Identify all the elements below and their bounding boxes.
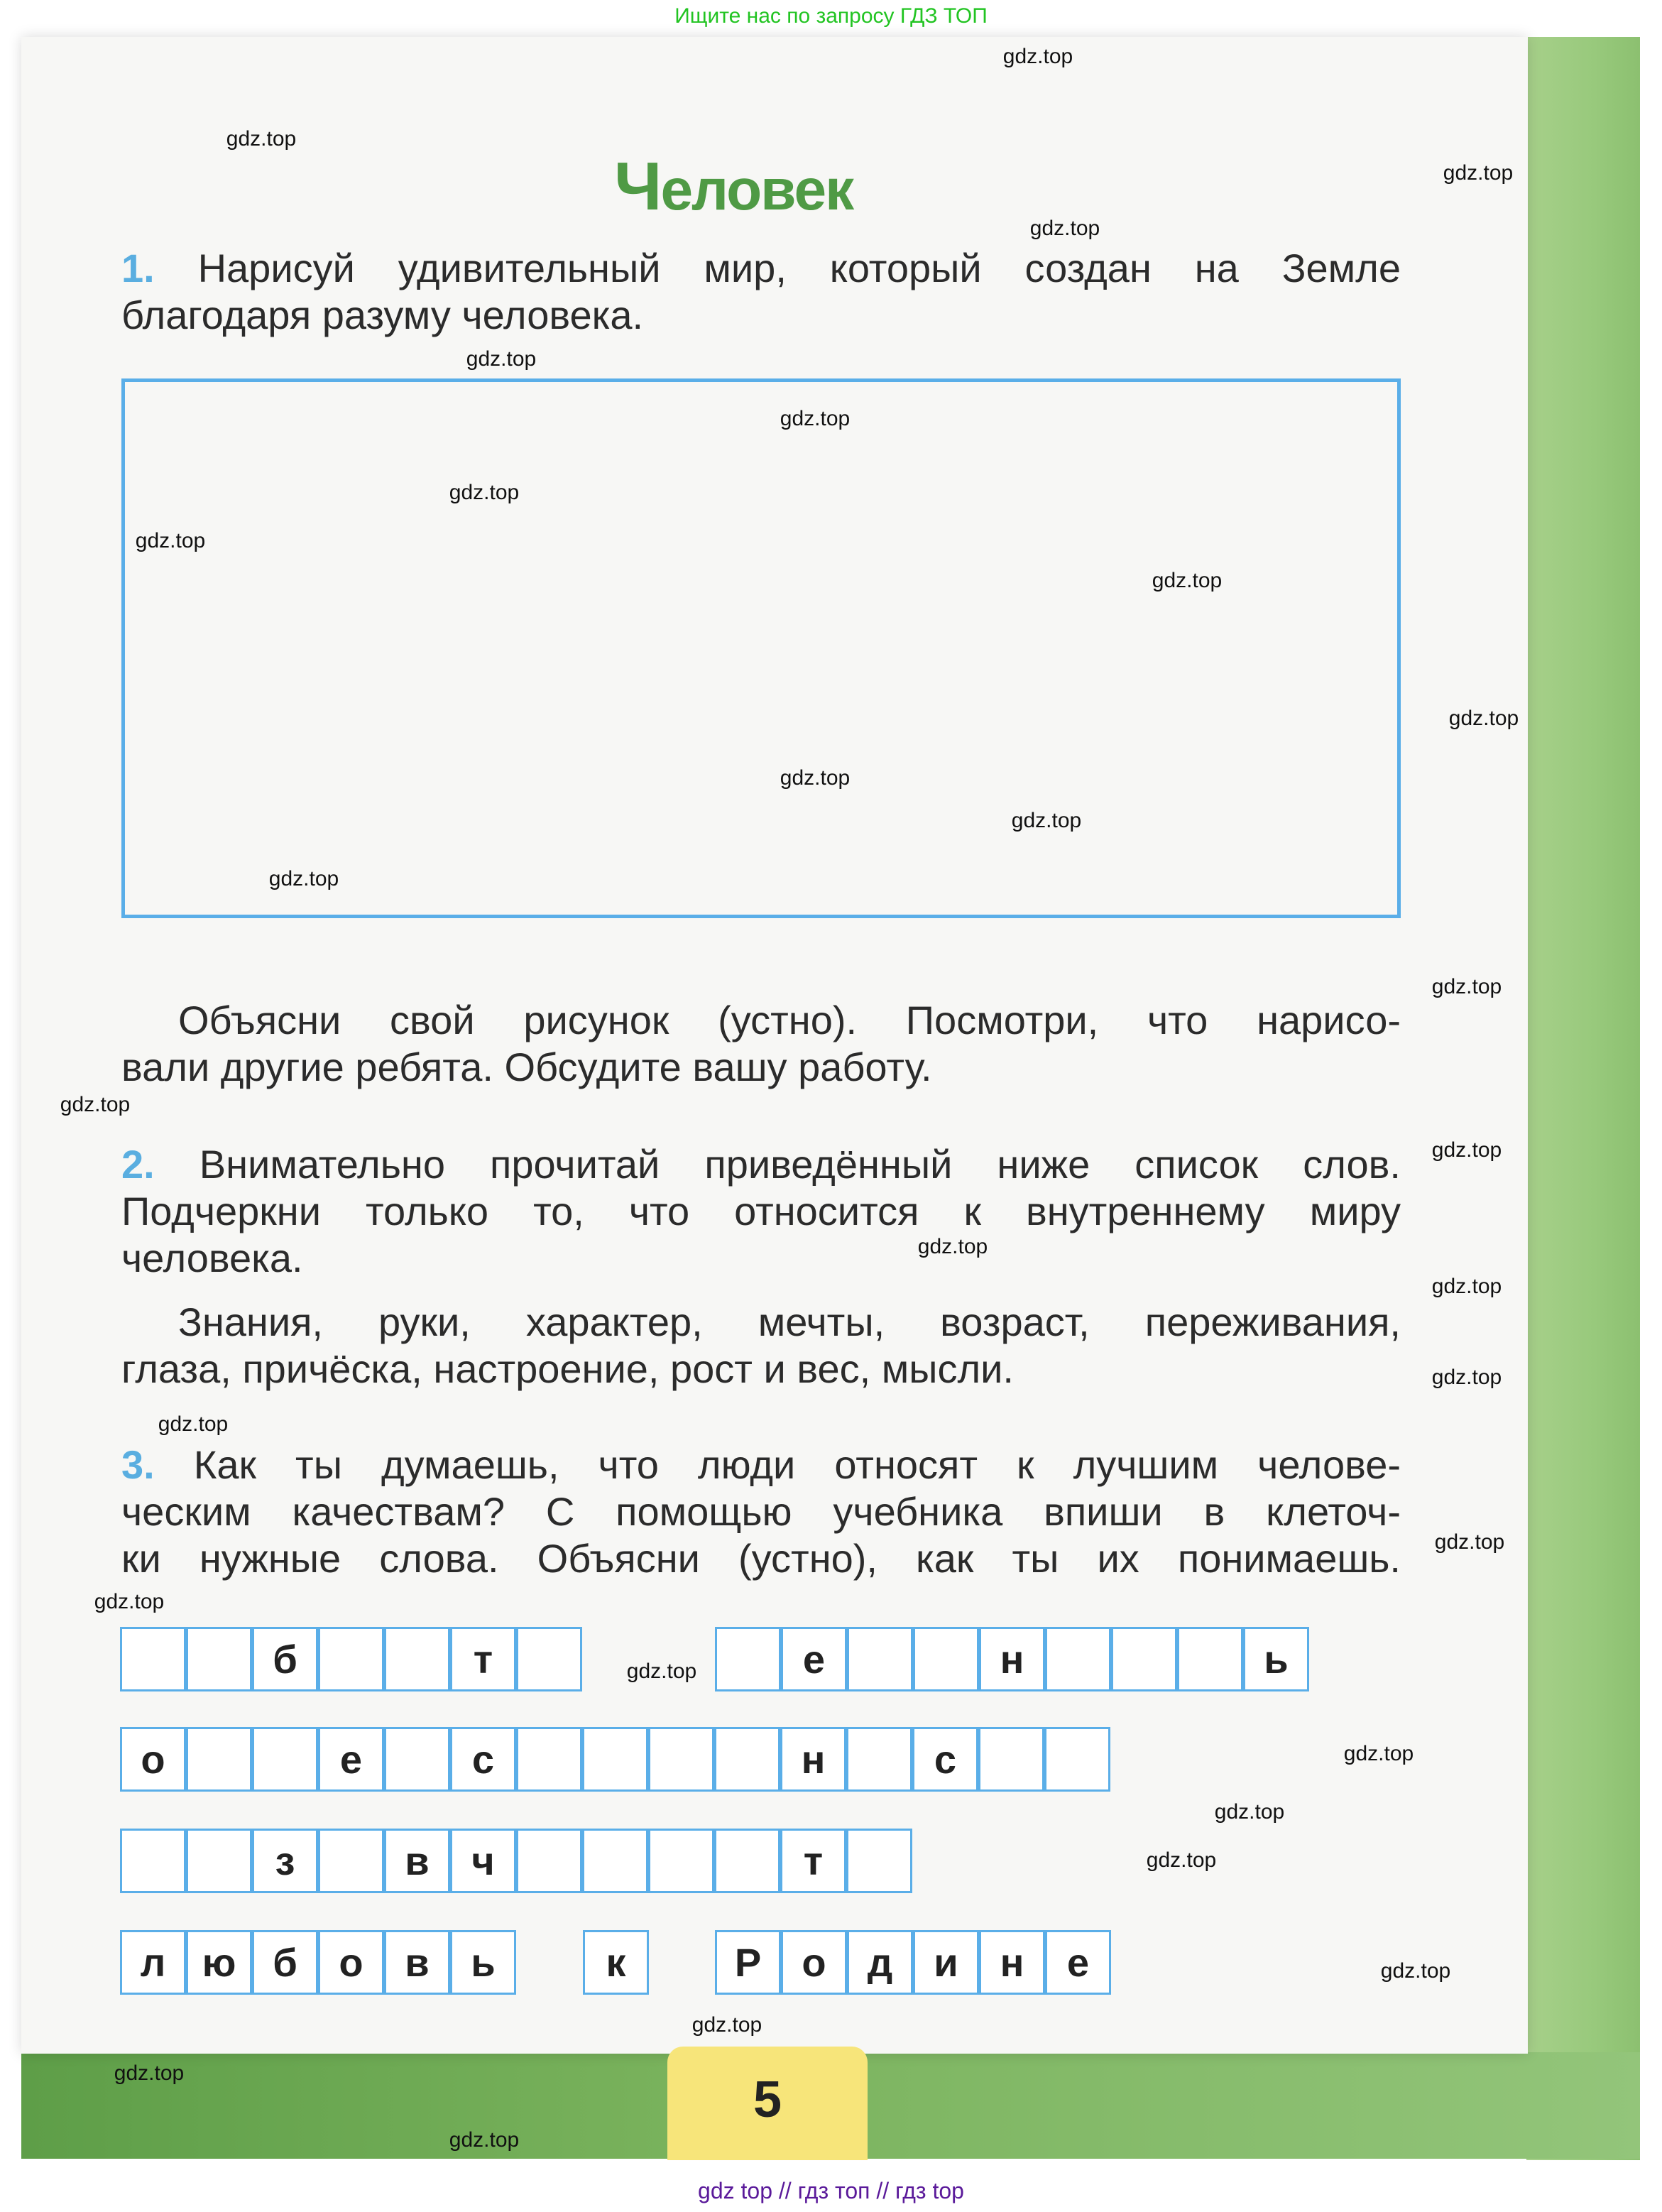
letter-cell[interactable] <box>1177 1627 1243 1691</box>
letter-cell[interactable]: с <box>450 1727 516 1792</box>
task-1-followup <box>121 997 1401 1091</box>
footer-links: gdz top // гдз топ // гдз top <box>698 2178 964 2203</box>
letter-cell[interactable]: е <box>1045 1930 1111 1995</box>
watermark: gdz.top <box>1380 1959 1451 1983</box>
watermark: gdz.top <box>691 2013 762 2037</box>
letter-cell[interactable] <box>714 1829 780 1893</box>
watermark: gdz.top <box>466 347 537 371</box>
letter-cell[interactable] <box>648 1727 714 1792</box>
letter-cell[interactable] <box>384 1727 450 1792</box>
letter-cell[interactable] <box>582 1829 648 1893</box>
letter-cell[interactable]: о <box>781 1930 847 1995</box>
watermark: gdz.top <box>917 1235 988 1258</box>
letter-cell[interactable]: д <box>847 1930 913 1995</box>
word-list <box>121 1299 1401 1393</box>
drawing-area[interactable] <box>121 378 1401 918</box>
watermark: gdz.top <box>1214 1800 1285 1824</box>
title-cap: Ч <box>614 148 661 224</box>
page-number: 5 <box>667 2047 868 2160</box>
letter-cell[interactable] <box>978 1727 1044 1792</box>
letter-cell[interactable] <box>516 1627 582 1691</box>
letter-cell[interactable]: л <box>120 1930 186 1995</box>
watermark: gdz.top <box>1431 975 1502 998</box>
watermark: gdz.top <box>226 127 297 151</box>
letter-cell[interactable]: в <box>384 1829 450 1893</box>
watermark: gdz.top <box>1146 1848 1217 1872</box>
letter-cell[interactable]: Р <box>715 1930 781 1995</box>
letter-cell[interactable] <box>715 1627 781 1691</box>
watermark: gdz.top <box>1431 1366 1502 1389</box>
text-line: ки нужные слова. Объясни (устно), как ты их понимаешь. <box>121 1536 1401 1581</box>
letter-cell[interactable] <box>1044 1727 1110 1792</box>
letter-cell[interactable]: е <box>318 1727 384 1792</box>
watermark: gdz.top <box>1152 569 1223 592</box>
letter-cell[interactable] <box>582 1727 648 1792</box>
letter-cell[interactable] <box>1111 1627 1177 1691</box>
letter-cell[interactable]: б <box>252 1627 318 1691</box>
letter-cell[interactable]: т <box>450 1627 516 1691</box>
letter-cell[interactable]: ь <box>1243 1627 1309 1691</box>
text-line: Как ты думаешь, что люди относят к лучшим челове- <box>193 1442 1401 1487</box>
letter-cell[interactable] <box>318 1627 384 1691</box>
task-2 <box>121 1141 1401 1282</box>
watermark: gdz.top <box>158 1412 229 1436</box>
letter-cell[interactable]: т <box>780 1829 846 1893</box>
word-list-line[interactable]: глаза, причёска, настроение, рост и вес, мысли. <box>121 1346 1014 1391</box>
watermark: gdz.top <box>114 2061 185 2085</box>
task-3 <box>121 1442 1401 1582</box>
letter-cell[interactable] <box>846 1829 912 1893</box>
text-line: Нарисуй удивительный мир, который создан на Земле <box>197 246 1401 290</box>
letter-cell[interactable] <box>1045 1627 1111 1691</box>
letter-cell[interactable]: н <box>780 1727 846 1792</box>
text-line: ческим качествам? С помощью учебника впиши в клеточ- <box>121 1489 1401 1534</box>
task-number: 2. <box>121 1142 155 1187</box>
watermark: gdz.top <box>626 1660 697 1683</box>
task-1-line <box>121 245 1401 292</box>
watermark: gdz.top <box>1343 1742 1414 1765</box>
letter-cell[interactable] <box>318 1829 384 1893</box>
watermark: gdz.top <box>1443 161 1514 185</box>
letter-cell[interactable]: в <box>384 1930 450 1995</box>
task-number: 1. <box>121 246 155 290</box>
task-1 <box>121 245 1401 339</box>
text-line: Объясни свой рисунок (устно). Посмотри, что нарисо- <box>178 998 1401 1042</box>
letter-cell[interactable] <box>516 1829 582 1893</box>
letter-cell[interactable] <box>648 1829 714 1893</box>
title-rest: еловек <box>660 158 853 222</box>
green-margin-right <box>1526 37 1640 2160</box>
letter-cell[interactable] <box>186 1627 252 1691</box>
watermark: gdz.top <box>1431 1275 1502 1298</box>
watermark: gdz.top <box>780 766 851 790</box>
letter-cell[interactable]: к <box>583 1930 649 1995</box>
letter-cell[interactable] <box>516 1727 582 1792</box>
letter-cell[interactable]: ч <box>450 1829 516 1893</box>
letter-cell[interactable]: н <box>979 1930 1045 1995</box>
letter-cell[interactable]: о <box>318 1930 384 1995</box>
watermark: gdz.top <box>268 867 339 890</box>
watermark: gdz.top <box>60 1093 131 1116</box>
watermark: gdz.top <box>94 1590 165 1613</box>
letter-cell[interactable]: з <box>252 1829 318 1893</box>
letter-cell[interactable] <box>847 1627 913 1691</box>
letter-cell[interactable] <box>120 1829 186 1893</box>
watermark: gdz.top <box>449 2128 520 2152</box>
text-line: Подчеркни только то, что относится к внутреннему миру <box>121 1189 1401 1233</box>
watermark: gdz.top <box>1011 809 1082 832</box>
task-2-line <box>121 1141 1401 1188</box>
watermark: gdz.top <box>449 481 520 504</box>
text-line: вали другие ребята. Обсудите вашу работу. <box>121 1045 932 1089</box>
letter-cell[interactable]: ю <box>186 1930 252 1995</box>
letter-cell[interactable]: б <box>252 1930 318 1995</box>
letter-cell[interactable]: ь <box>450 1930 516 1995</box>
watermark: gdz.top <box>135 529 206 552</box>
letter-cell[interactable] <box>714 1727 780 1792</box>
watermark: gdz.top <box>1002 45 1073 68</box>
watermark: gdz.top <box>1029 217 1100 240</box>
task-number: 3. <box>121 1442 155 1487</box>
letter-cell[interactable] <box>846 1727 912 1792</box>
letter-cell[interactable] <box>120 1627 186 1691</box>
letter-cell[interactable] <box>913 1627 979 1691</box>
letter-cell[interactable] <box>384 1627 450 1691</box>
letter-cell[interactable] <box>252 1727 318 1792</box>
letter-cell[interactable]: с <box>912 1727 978 1792</box>
letter-cell[interactable]: и <box>913 1930 979 1995</box>
letter-cell[interactable]: е <box>781 1627 847 1691</box>
word-list-line[interactable]: Знания, руки, характер, мечты, возраст, переживания, <box>178 1300 1401 1344</box>
page-title <box>614 148 853 226</box>
task-3-line <box>121 1442 1401 1488</box>
watermark: gdz.top <box>1431 1138 1502 1162</box>
task-1-line: благодаря разуму человека. <box>121 293 644 337</box>
search-banner: Ищите нас по запросу ГДЗ ТОП <box>674 4 988 28</box>
letter-cell[interactable] <box>186 1829 252 1893</box>
text-line: Внимательно прочитай приведённый ниже список слов. <box>199 1142 1401 1187</box>
letter-cell[interactable] <box>186 1727 252 1792</box>
letter-cell[interactable]: о <box>120 1727 186 1792</box>
watermark: gdz.top <box>780 407 851 430</box>
text-line: человека. <box>121 1236 303 1280</box>
letter-cell[interactable]: н <box>979 1627 1045 1691</box>
watermark: gdz.top <box>1448 707 1519 730</box>
watermark: gdz.top <box>1434 1530 1505 1554</box>
